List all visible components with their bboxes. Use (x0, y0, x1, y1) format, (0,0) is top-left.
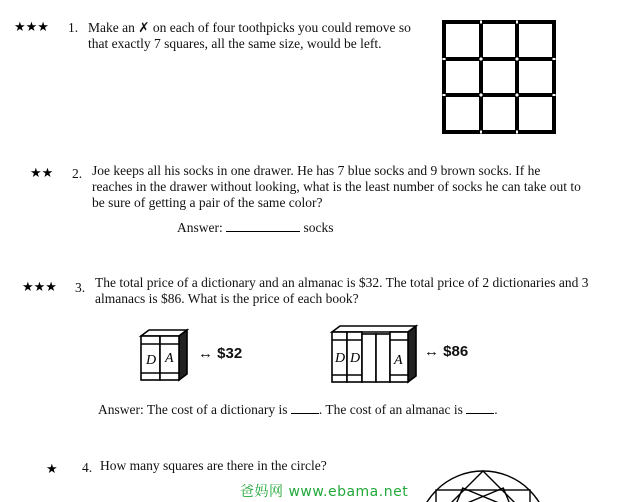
price-left-value: $32 (217, 345, 243, 362)
toothpick-grid-figure (440, 18, 558, 136)
answer-blank[interactable] (226, 220, 300, 232)
problem-4-line-1: How many squares are there in the circle? (100, 458, 327, 473)
books-figure-left (135, 326, 193, 384)
problem-3-text (95, 275, 588, 307)
problem-3-line-2: almanacs is $86. What is the price of each book? (95, 291, 359, 306)
problem-2-text (92, 163, 581, 211)
spine-label: A (165, 351, 174, 366)
answer-label: Answer: (177, 220, 223, 235)
difficulty-stars-2: ★★ (30, 166, 54, 181)
watermark: 爸妈网 www.ebama.net (240, 484, 409, 500)
almanac-price-blank[interactable] (466, 402, 494, 414)
spine-label: D (335, 351, 346, 366)
double-arrow-icon: ↔ (198, 345, 213, 362)
problem-3-answer (98, 402, 498, 418)
circle-squares-figure (408, 462, 558, 502)
answer-part-a: Answer: The cost of a dictionary is (98, 402, 288, 417)
answer-end: . (494, 402, 498, 417)
difficulty-stars-3: ★★★ (22, 280, 57, 295)
price-right-value: $86 (443, 343, 469, 360)
problem-1-line-2: that exactly 7 squares, all the same size, would be left. (88, 36, 382, 51)
problem-2-line-2: reaches in the drawer without looking, what is the least number of socks he can take out to (92, 179, 581, 194)
problem-number-2: 2. (72, 166, 83, 181)
answer-unit: socks (303, 220, 334, 235)
problem-number-4: 4. (82, 460, 93, 475)
answer-part-b: . The cost of an almanac is (318, 402, 463, 417)
spine-label: D (350, 351, 361, 366)
problem-2-line-1: Joe keeps all his socks in one drawer. He has 7 blue socks and 9 brown socks. If he (92, 163, 541, 178)
problem-2-answer (177, 220, 334, 236)
problem-number-3: 3. (75, 280, 86, 295)
problem-2-line-3: be sure of getting a pair of the same color? (92, 195, 323, 210)
spine-label: D (146, 353, 157, 368)
double-arrow-icon: ↔ (424, 343, 439, 360)
dictionary-price-blank[interactable] (291, 402, 319, 414)
price-left (198, 345, 242, 362)
problem-1-text (88, 20, 411, 52)
difficulty-stars-1: ★★★ (14, 20, 49, 35)
books-figure-right (328, 322, 420, 386)
problem-number-1: 1. (68, 20, 79, 35)
problem-1-line-1: Make an ✗ on each of four toothpicks you could remove so (88, 20, 411, 35)
problem-4-text (100, 458, 327, 474)
price-right (424, 343, 468, 360)
spine-label: A (394, 353, 403, 368)
difficulty-stars-4: ★ (46, 462, 58, 477)
problem-3-line-1: The total price of a dictionary and an almanac is $32. The total price of 2 dictionaries and 3 (95, 275, 589, 290)
